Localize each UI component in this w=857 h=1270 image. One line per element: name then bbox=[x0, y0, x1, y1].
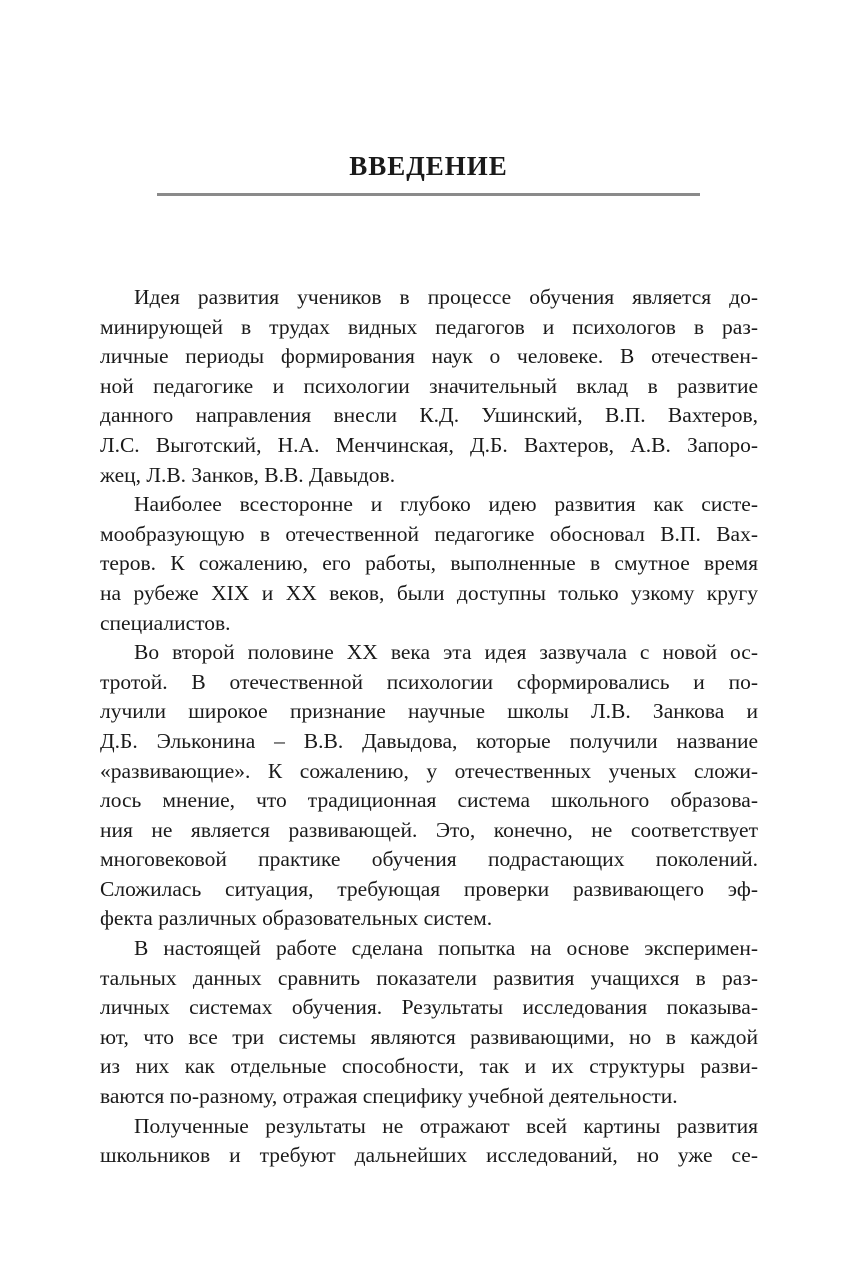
title-underline bbox=[157, 193, 700, 196]
chapter-title: ВВЕДЕНИЕ bbox=[349, 151, 508, 181]
text-line: Во второй половине XX века эта идея зазвучала с новой ос- bbox=[134, 640, 758, 665]
text-line: тальных данных сравнить показатели развития учащихся в раз- bbox=[100, 965, 758, 990]
text-line: ют, что все три системы являются развивающими, но в каждой bbox=[100, 1024, 758, 1049]
text-line: минирующей в трудах видных педагогов и психологов в раз- bbox=[100, 314, 758, 339]
text-line: из них как отдельные способности, так и их структуры разви- bbox=[100, 1054, 758, 1079]
text-line: фекта различных образовательных систем. bbox=[100, 906, 493, 931]
paragraph bbox=[100, 490, 758, 638]
text-line: Полученные результаты не отражают всей картины развития bbox=[134, 1113, 758, 1138]
text-line: жец, Л.В. Занков, В.В. Давыдов. bbox=[100, 462, 396, 487]
body-text bbox=[100, 283, 758, 1171]
text-line: на рубеже XIX и XX веков, были доступны только узкому кругу bbox=[100, 580, 758, 605]
text-line: В настоящей работе сделана попытка на основе эксперимен- bbox=[134, 936, 758, 961]
text-line: ной педагогике и психологии значительный вклад в развитие bbox=[100, 373, 758, 398]
text-line: ния не является развивающей. Это, конечно, не соответствует bbox=[100, 817, 758, 842]
paragraph bbox=[100, 283, 758, 490]
text-line: Сложилась ситуация, требующая проверки развивающего эф- bbox=[100, 876, 758, 901]
text-line: Л.С. Выготский, Н.А. Менчинская, Д.Б. Вахтеров, А.В. Запоро- bbox=[100, 432, 758, 457]
text-line: тротой. В отечественной психологии сформировались и по- bbox=[100, 669, 758, 694]
text-line: теров. К сожалению, его работы, выполненные в смутное время bbox=[100, 551, 758, 576]
text-line: Д.Б. Эльконина – В.В. Давыдова, которые получили название bbox=[100, 728, 758, 753]
text-line: многовековой практике обучения подрастающих поколений. bbox=[100, 847, 758, 872]
paragraph bbox=[100, 934, 758, 1112]
paragraph bbox=[100, 638, 758, 934]
text-line: лучили широкое признание научные школы Л.В. Занкова и bbox=[100, 699, 758, 724]
text-line: личные периоды формирования наук о человеке. В отечествен- bbox=[100, 344, 758, 369]
text-line: данного направления внесли К.Д. Ушинский, В.П. Вахтеров, bbox=[100, 403, 758, 428]
text-line: ваются по-разному, отражая специфику учебной деятельности. bbox=[100, 1084, 678, 1109]
text-line: школьников и требуют дальнейших исследований, но уже се- bbox=[100, 1143, 758, 1168]
text-line: «развивающие». К сожалению, у отечественных ученых сложи- bbox=[100, 758, 758, 783]
text-line: Наиболее всесторонне и глубоко идею развития как систе- bbox=[134, 492, 758, 517]
text-line: специалистов. bbox=[100, 610, 231, 635]
text-line: Идея развития учеников в процессе обучения является до- bbox=[134, 285, 758, 309]
text-line: личных системах обучения. Результаты исследования показыва- bbox=[100, 995, 758, 1020]
text-line: мообразующую в отечественной педагогике обосновал В.П. Вах- bbox=[100, 521, 758, 546]
text-line: лось мнение, что традиционная система школьного образова- bbox=[100, 788, 758, 813]
paragraph bbox=[100, 1112, 758, 1171]
